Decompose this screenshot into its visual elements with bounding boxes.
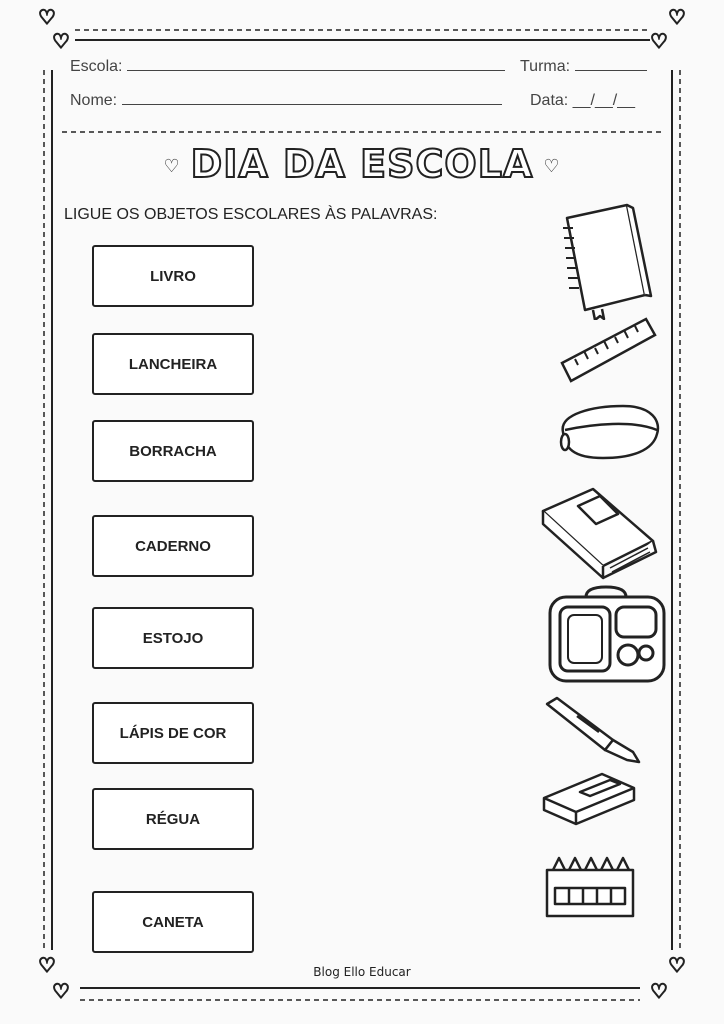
word-box-regua[interactable]: RÉGUA <box>92 788 254 850</box>
word-box-livro[interactable]: LIVRO <box>92 245 254 307</box>
school-field[interactable]: Escola: <box>70 58 505 76</box>
instruction: LIGUE OS OBJETOS ESCOLARES ÀS PALAVRAS: <box>64 206 438 223</box>
svg-text:♡: ♡ <box>650 31 668 53</box>
date-input[interactable]: __/__/__ <box>572 92 635 109</box>
notebook-icon[interactable] <box>555 200 655 320</box>
eraser-icon[interactable] <box>540 768 638 828</box>
word-box-lancheira[interactable]: LANCHEIRA <box>92 333 254 395</box>
word-box-estojo[interactable]: ESTOJO <box>92 607 254 669</box>
ruler-icon[interactable] <box>558 315 658 387</box>
svg-text:♡: ♡ <box>650 981 668 1003</box>
footer-credit: Blog Ello Educar <box>0 965 724 979</box>
page-title: ♡ DIA DA ESCOLA ♡ <box>163 142 561 186</box>
date-field[interactable]: Data: __/__/__ <box>530 92 635 109</box>
svg-text:♡: ♡ <box>38 7 56 29</box>
class-input-line[interactable] <box>575 70 647 71</box>
class-field[interactable]: Turma: <box>520 58 647 76</box>
heart-icon: ♡ <box>543 156 561 177</box>
svg-text:♡: ♡ <box>38 955 56 977</box>
pen-icon[interactable] <box>543 696 645 764</box>
word-box-lapis-de-cor[interactable]: LÁPIS DE COR <box>92 702 254 764</box>
book-icon[interactable] <box>538 486 663 581</box>
name-input-line[interactable] <box>122 104 502 105</box>
word-box-caderno[interactable]: CADERNO <box>92 515 254 577</box>
svg-text:♡: ♡ <box>668 955 686 977</box>
crayons-icon[interactable] <box>543 852 638 918</box>
word-box-caneta[interactable]: CANETA <box>92 891 254 953</box>
svg-text:♡: ♡ <box>52 981 70 1003</box>
svg-text:♡: ♡ <box>668 7 686 29</box>
name-field[interactable]: Nome: <box>70 92 502 110</box>
pencil-case-icon[interactable] <box>553 402 663 464</box>
school-input-line[interactable] <box>127 70 505 71</box>
svg-text:♡: ♡ <box>52 31 70 53</box>
word-box-borracha[interactable]: BORRACHA <box>92 420 254 482</box>
heart-icon: ♡ <box>163 156 181 177</box>
lunchbox-icon[interactable] <box>546 585 668 685</box>
